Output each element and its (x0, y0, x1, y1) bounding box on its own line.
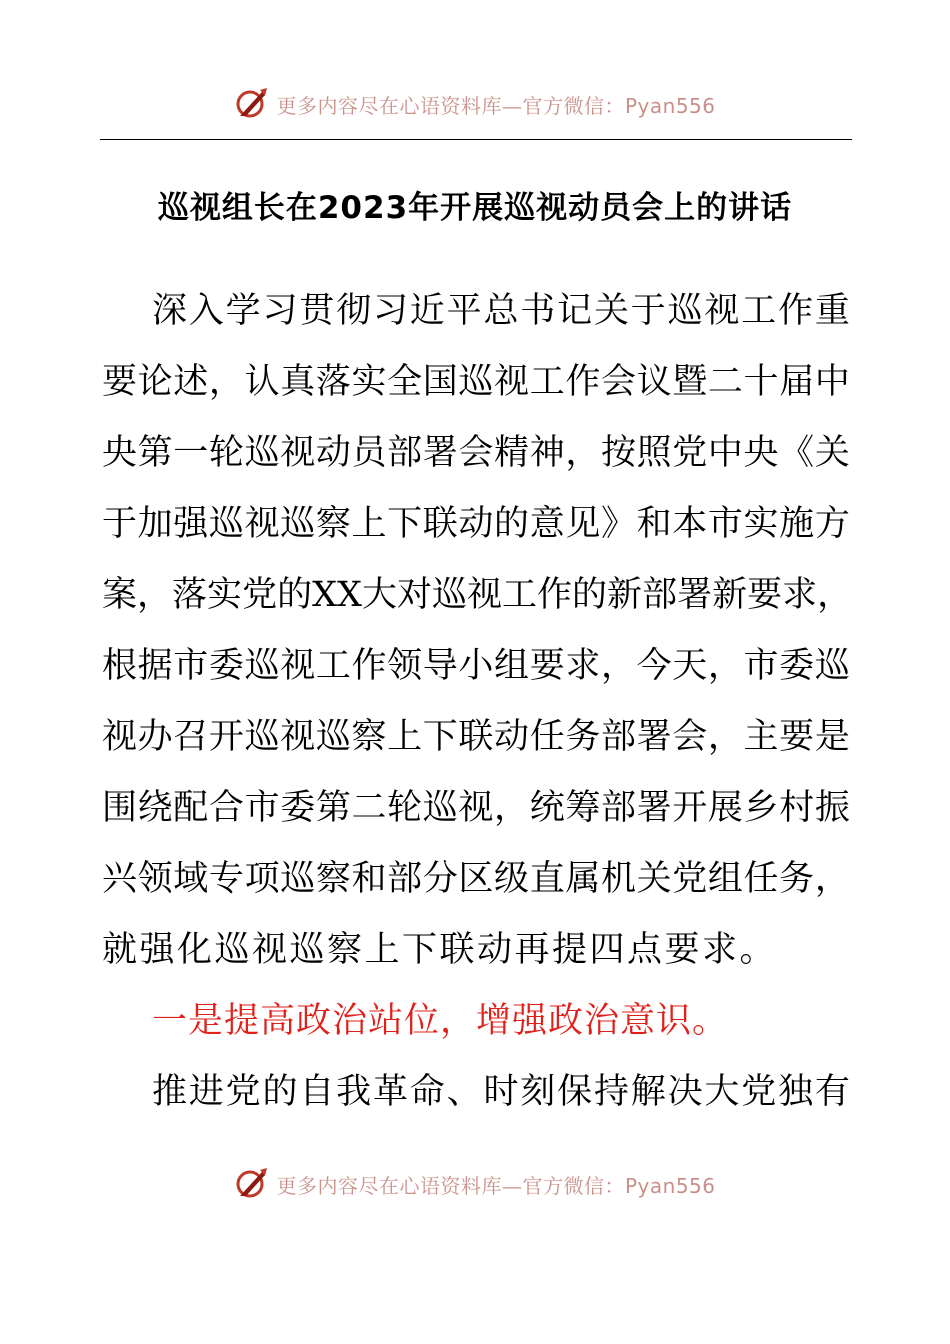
paragraph-line: 深 入 学 习 贯 彻 习 近 平 总 书 记 关 于 巡 视 工 作 重 (152, 291, 850, 331)
quill-pen-logo-icon (234, 86, 270, 122)
header-banner-text: 更多内容尽在心语资料库—官方微信：Pyan556 (276, 93, 716, 118)
footer-banner-text: 更多内容尽在心语资料库—官方微信：Pyan556 (276, 1173, 716, 1198)
paragraph-line: 根 据 市 委 巡 视 工 作 领 导 小 组 要 求 ， 今 天 ， 市 委 巡 (102, 646, 850, 686)
paragraph-line: 央 第 一 轮 巡 视 动 员 部 署 会 精 神 ， 按 照 党 中 央 《 关 (102, 433, 850, 473)
document-title: 巡视组长在2023年开展巡视动员会上的讲话 (157, 190, 793, 226)
paragraph-line: 围 绕 配 合 市 委 第 二 轮 巡 视 ， 统 筹 部 署 开 展 乡 村 振 (102, 788, 850, 828)
header-divider (100, 139, 852, 140)
section-heading: 一是提高政治站位，增强政治意识。 (152, 1001, 729, 1041)
document-body (102, 283, 853, 1135)
paragraph-line: 推 进 党 的 自 我 革 命 、 时 刻 保 持 解 决 大 党 独 有 (152, 1072, 850, 1112)
paragraph-line: 要 论 述 ， 认 真 落 实 全 国 巡 视 工 作 会 议 暨 二 十 届 中 (102, 362, 850, 402)
paragraph-line: 于 加 强 巡 视 巡 察 上 下 联 动 的 意 见 》 和 本 市 实 施 方 (102, 504, 850, 544)
paragraph-line: 视 办 召 开 巡 视 巡 察 上 下 联 动 任 务 部 署 会 ， 主 要 是 (102, 717, 850, 757)
paragraph-line: 案 ， 落 实 党 的 X X 大 对 巡 视 工 作 的 新 部 署 新 要 求 ， (102, 575, 853, 615)
paragraph-line: 兴 领 域 专 项 巡 察 和 部 分 区 级 直 属 机 关 党 组 任 务 ， (102, 859, 850, 899)
paragraph-line: 就强化巡视巡察上下联动再提四点要求。 (102, 930, 778, 970)
footer-banner (0, 1160, 950, 1208)
quill-pen-logo-icon (234, 1166, 270, 1202)
header-banner (0, 80, 950, 128)
